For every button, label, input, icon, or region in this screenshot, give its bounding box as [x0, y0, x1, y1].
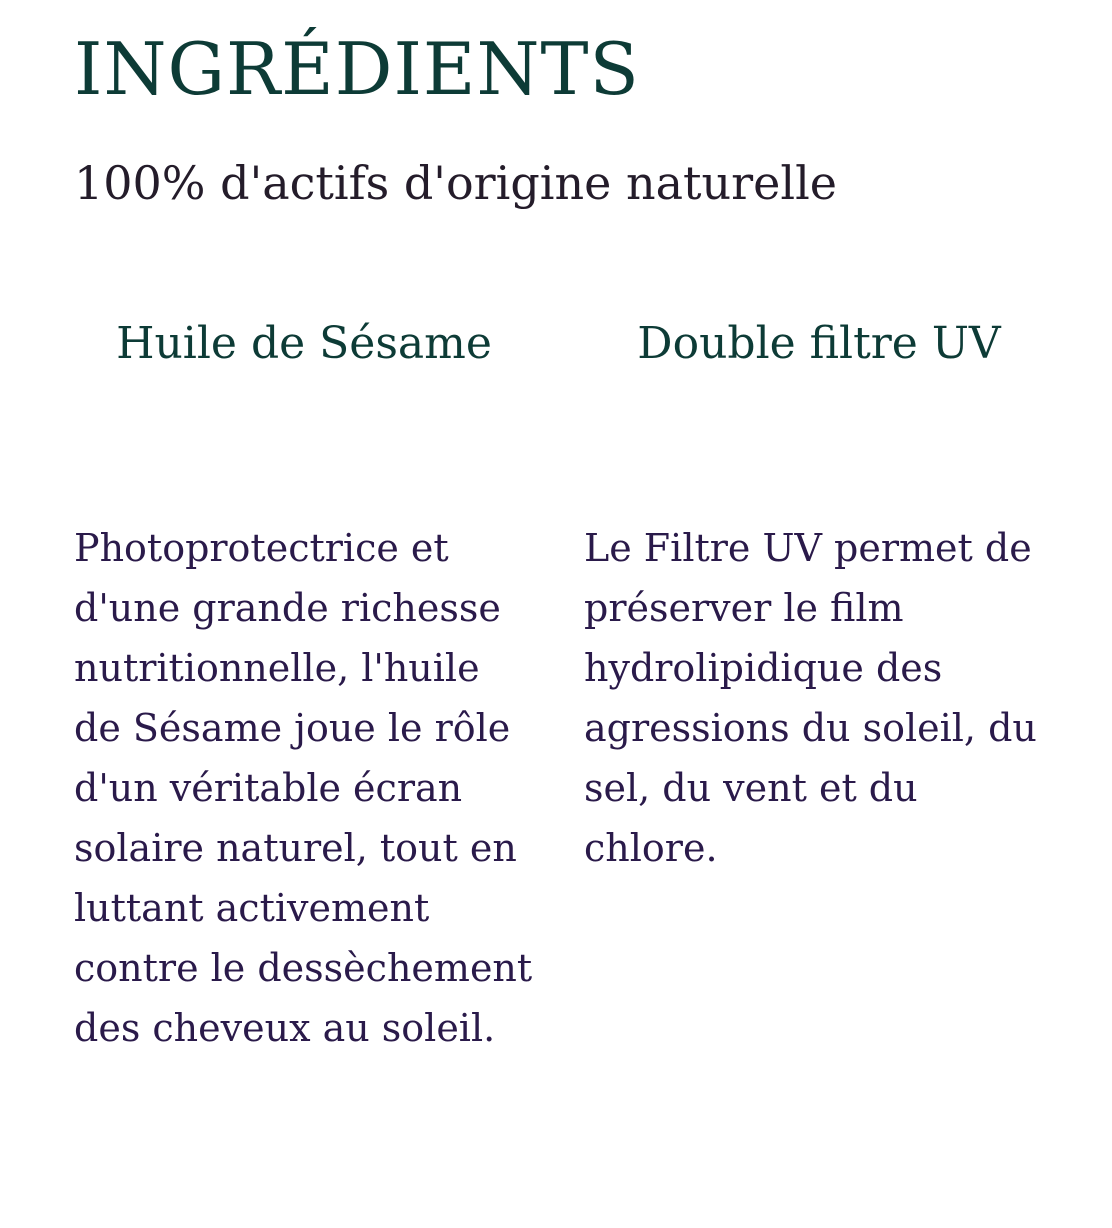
ingredient-card-sesame [74, 318, 534, 1050]
ingredient-description: Le Filtre UV permet de préserver le film hydrolipidique des agressions du soleil, du sel, du vent et du chlore. [584, 526, 1037, 870]
ingredient-description: Photoprotectrice et d'une grande richesse nutritionnelle, l'huile de Sésame joue le rôle d'un véritable écran solaire naturel, tout en luttant activement contre le dessèchement des cheveux au soleil. [74, 526, 533, 1050]
ingredient-card-uv-filter [584, 318, 1054, 870]
page-title: INGRÉDIENTS [74, 27, 640, 111]
section-subtitle: 100% d'actifs d'origine naturelle [74, 156, 837, 210]
ingredient-name: Double filtre UV [637, 318, 1001, 369]
ingredient-name: Huile de Sésame [116, 318, 492, 369]
